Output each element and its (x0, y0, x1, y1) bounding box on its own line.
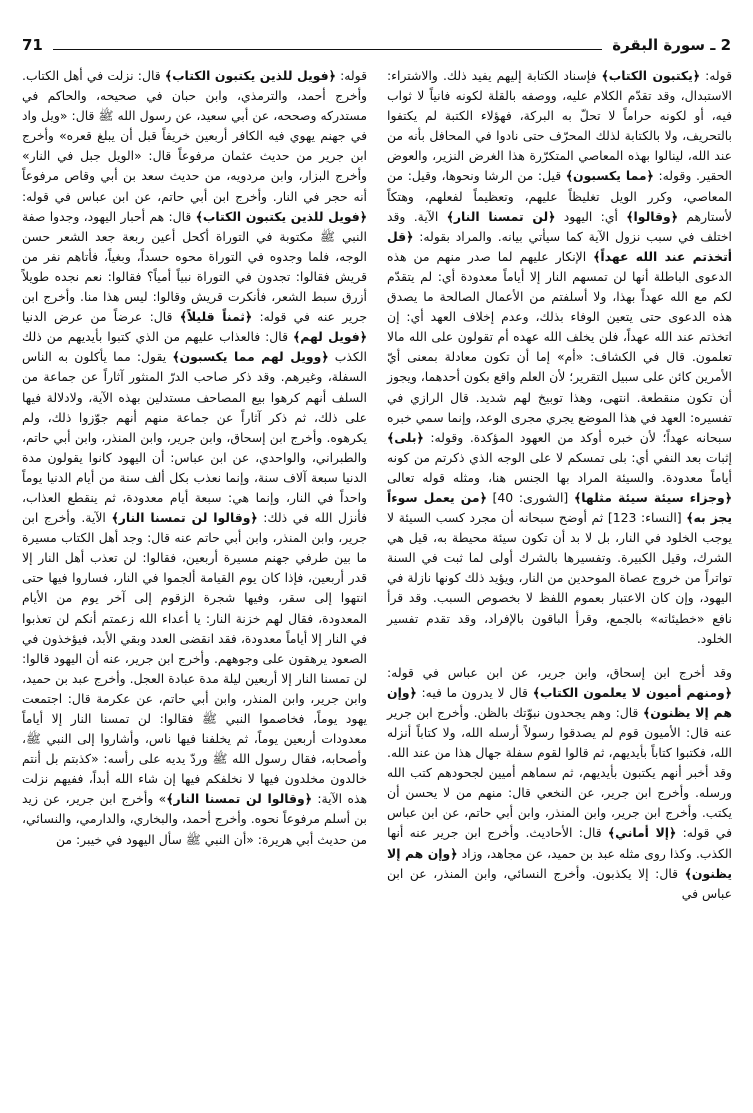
text-run: إثبات بعد النفي أي: بلى تمسكم لا على الوجه الذي ذكرتم من كونه أياماً معدودة. والسيئة المراد بها الجنس هنا، ومثله قوله تعالى (387, 449, 732, 485)
text-run: قال: الأحاديث. وأخرج ابن جرير عنه أنها الكذب. وكذا روى مثله عبد بن حميد، عن مجاهد، وزاد (387, 825, 733, 861)
paragraph (387, 66, 732, 649)
page-header (22, 34, 731, 56)
quran-quote: ﴿وإن هم إلا يظنون﴾ (387, 684, 732, 720)
text-run: الآية. وقد اختلف في سبب نزول الآية كما سيأتي بيانه. والمراد بقوله: (387, 208, 732, 244)
text-run: الآية. وأخرج ابن جرير، وابن المنذر، وابن أبي حاتم عنه قال: وجد أهل الكتاب مسيرة ما بين طرفي جهنم مسيرة أربعين، فقالوا: لن تعذب أهل النار إلا قدر أربعين، فإذا كان يوم القيامة ألجموا في النار، فساروا فيها حتى انتهوا إلى سقر، وفيها شجرة الزقوم إلى آخر يوم من الأيام المعدودة، فقال لهم خزنة النار: يا أعداء الله زعمتم أنكم لن تعذبوا في النار إلا أياماً معدودة، فقد انقضى العدد وبقي الأبد، فيؤخذون في الصعود يرهقون على وجوههم. وأخرج ابن جرير، عنه أن اليهود قالوا: لن تمسنا النار إلا أربعين ليلة مدة عبادة العجل. وأخرج عبد بن حميد، وابن جرير، وابن المنذر، وابن أبي حاتم، عن عكرمة قال: اجتمعت يهود يوماً، فخاصموا النبي ﷺ فقالوا: لن تمسنا النار إلا أياماً معدودات أربعين يوماً، ثم يخلفنا فيها ناس، وأشاروا إلى النبي ﷺ، وأصحابه، فقال رسول الله ﷺ وردّ يديه على رأسه: «كذبتم بل أنتم خالدون مخلدون فيها لا نخلفكم فيها إن شاء الله أبداً، ففيهم نزلت هذه الآية: (22, 510, 368, 807)
quran-quote: ﴿فويل للذين يكتبون الكتاب﴾ (164, 68, 336, 83)
quran-quote: ﴿ومنهم أميون لا يعلمون الكتاب﴾ (532, 684, 733, 700)
quran-quote: ﴿لن تمسنا النار﴾ (446, 208, 556, 224)
text-run: قال: عرضاً من عرض الدنيا (22, 309, 180, 325)
text-run: قال: إلا يكذبون. وأخرج النسائي، وابن المنذر، عن ابن عباس في (387, 865, 732, 901)
quran-quote: ﴿يكتبون الكتاب﴾ (601, 68, 701, 83)
text-run: الإنكار عليهم لما صدر منهم من هذه الدعوى الباطلة أنها لن تمسهم النار إلا أياماً معدودة أي: لم يتقدّم لكم مع الله عهداً بهذا، ولا أسلفتم من الأعمال الصالحة ما يصدق هذه الدعوى حتى يتعين الوفاء بذلك، وعدم إخلاف العهد أي: إن اتخذتم عند الله عهداً، فلن يخلف الله عهده أم تقولون على الله مالا تعلمون. قال في الكشاف: «أم» إما أن تكون معادلة بمعنى أيّ الأمرين كائن على سبيل التقرير؛ لأن العلم واقع بكون أحدهما، ويجوز أن تكون منقطعة. انتهى، وهذا توبيخ لهم شديد. قال الرازي في تفسيره: العهد في هذا الموضع يجري مجرى الوعد، وإنما سمي خبره سبحانه عهداً؛ لأن خبره أوكد من العهود المؤكدة. وقوله: (387, 248, 732, 445)
quran-quote: ﴿وويل لهم مما يكسبون﴾ (172, 349, 329, 365)
quran-quote: ﴿مما يكسبون﴾ (565, 168, 654, 184)
quran-quote: ﴿فويل للذين يكتبون الكتاب﴾ (195, 208, 368, 224)
text-run: قوله: (335, 68, 367, 83)
text-run: فإسناد الكتابة إليهم يفيد ذلك. والاشتراء: الاستبدال، وقد تقدّم الكلام عليه، ووصفه بالقلة لكونه فانياً لا ثواب فيه، أو لكونه حراماً لا تحلّ به البركة، فهؤلاء الكتبة لم يكتفوا بالتحريف، ولا بالكتابة لذلك المحرّف حتى نادوا في المحافل بأنه من عند الله، لينالوا بهذه المعاصي المتكرّرة هذا الغرض النزير، والعوض الحقير. وقوله: (387, 68, 732, 184)
quran-quote: ﴿فويل لهم﴾ (292, 329, 367, 345)
text-run: أي: اليهود (555, 208, 627, 224)
text-run: [الشورى: 40] (486, 489, 574, 505)
paragraph (387, 663, 732, 904)
text-run: يقول: مما يأكلون به الناس السفلة، وغيرهم. وقد ذكر صاحب الدرّ المنثور آثاراً عن جماعة من السلف أنهم كرهوا بيع المصاحف مستدلين بهذه الآية، ولادلالة فيها على ذلك، ثم ذكر آثاراً عن جماعة منهم أنهم جوّزوا ذلك، ولم يكرهوه. وأخرج ابن إسحاق، وابن جرير، وابن المنذر، وابن أبي حاتم، والطبراني، والواحدي، عن ابن عباس: أن اليهود كانوا يقولون مدة الدنيا سبعة آلاف سنة، وإنما نعذب بكل ألف سنة من أيام الدنيا يوماً واحداً في النار، وإنما هي: سبعة أيام معدودة، ثم ينقطع العذاب، فأنزل الله في ذلك: (22, 349, 367, 526)
quran-quote: ﴿من يعمل سوءاً يجز به﴾ (387, 489, 732, 526)
quran-quote: ﴿ثمناً قليلاً﴾ (179, 309, 253, 325)
left-column (22, 66, 367, 850)
text-run: قال: هم أحبار اليهود، وجدوا صفة النبي ﷺ مكتوبة في التوراة أكحل أعين ربعة جعد الشعر حسن الوجه، فلما وجدوه في التوراة محوه حسداً، وبغياً، فأتاهم نفر من قريش فقالوا: تجدون في التوراة نبياً أمياً؟ فقالوا: نعم نجده طويلاً أزرق سبط الشعر، فأنكرت قريش وقالوا: ليس هذا منا. وأخرج ابن جرير عنه في قوله: (22, 208, 368, 325)
text-run: » وأخرج ابن جرير، عن زيد بن أسلم مرفوعاً نحوه. وأخرج أحمد، والبخاري، والدارمي، والنسائي، من حديث أبي هريرة: «أن النبي ﷺ سأل اليهود في خيبر: من (22, 791, 367, 847)
quran-quote: ﴿قل أتخذتم عند الله عهداً﴾ (387, 228, 732, 264)
text-run: [النساء: 123] ثم أوضح سبحانه أن مجرد كسب السيئة لا يوجب الخلود في النار، بل لا بد أن تكون سيئة محيطة به، قيل هي الشرك، وقيل الكبيرة. وتفسيرها بالشرك أولى لما ثبت في السنة تواتراً من خروج عصاة الموحدين من النار، ويؤيد ذلك كونها نازلة في اليهود، وإن كان الاعتبار بعموم اللفظ لا بخصوص السبب. وقد قرأ نافع «خطيئاته» بالجمع، وقرأ الباقون بالإفراد، وقد تقدم تفسير الخلود. (387, 510, 732, 646)
quran-quote: ﴿وقالوا لن تمسنا النار﴾ (166, 791, 312, 807)
surah-title: 2 ـ سورة البقرة (612, 36, 731, 54)
page-number: 71 (22, 36, 43, 54)
header-rule (53, 40, 602, 50)
text-run: قال: فالعذاب عليهم من الذي كتبوا بأيديهم من ذلك الكذب (22, 329, 367, 365)
text-run: قال: وهم يجحدون نبوّتك بالظن. وأخرج ابن جرير عنه قال: الأميون قوم لم يصدقوا رسولاً أرسله الله، ولا كتاباً أنزله الله، فكتبوا كتاباً بأيديهم، ثم قالوا لقوم سفلة جهال هذا من عند الله. وقد أخبر أنهم يكتبون بأيديهم، ثم سماهم أميين لجحودهم كتب الله ورسله. وأخرج ابن جرير، عن النخعي قال: منهم من لا يحسن أن يكتب. وأخرج ابن جرير، وابن المنذر، وابن أبي حاتم، عن ابن عباس في قوله: (387, 704, 733, 841)
quran-quote: ﴿وقالوا لن تمسنا النار﴾ (111, 510, 258, 526)
right-column (387, 66, 732, 904)
quran-quote: ﴿بلى﴾ (387, 429, 424, 445)
text-run: قال لا يدرون ما فيه: (416, 684, 533, 700)
text-run: وقد أخرج ابن إسحاق، وابن جرير، عن ابن عباس في قوله: (387, 664, 732, 680)
quran-quote: ﴿وإن هم إلا يظنون﴾ (387, 845, 732, 881)
paragraph (22, 66, 367, 850)
text-run: قوله: (700, 68, 732, 83)
quran-quote: ﴿وقالوا﴾ (626, 208, 678, 224)
quran-quote: ﴿إلا أماني﴾ (607, 825, 677, 841)
quran-quote: ﴿وجزاء سيئة سيئة مثلها﴾ (573, 489, 732, 505)
text-run: قال: نزلت في أهل الكتاب. وأخرج أحمد، والترمذي، وابن حبان في صحيحه، والحاكم في مستدركه وصححه، عن أبي سعيد، عن رسول الله ﷺ قال: «ويل واد في جهنم يهوي فيه الكافر أربعين خريفاً قبل أن يبلغ قعره» وأخرج ابن جرير من حديث عثمان مرفوعاً قال: «الويل جبل في النار» وأخرج البزار، وابن مردويه، من حديث سعد بن أبي وقاص مرفوعاً أنه حجر في النار. وأخرج ابن أبي حاتم، عن ابن عباس في قوله: (22, 68, 367, 204)
text-run: قيل: من الرشا ونحوها، وقيل: من المعاصي، وكرر الويل تغليظاً عليهم، وتعظيماً لفعلهم، وهتكاً لأستارهم (387, 168, 733, 224)
